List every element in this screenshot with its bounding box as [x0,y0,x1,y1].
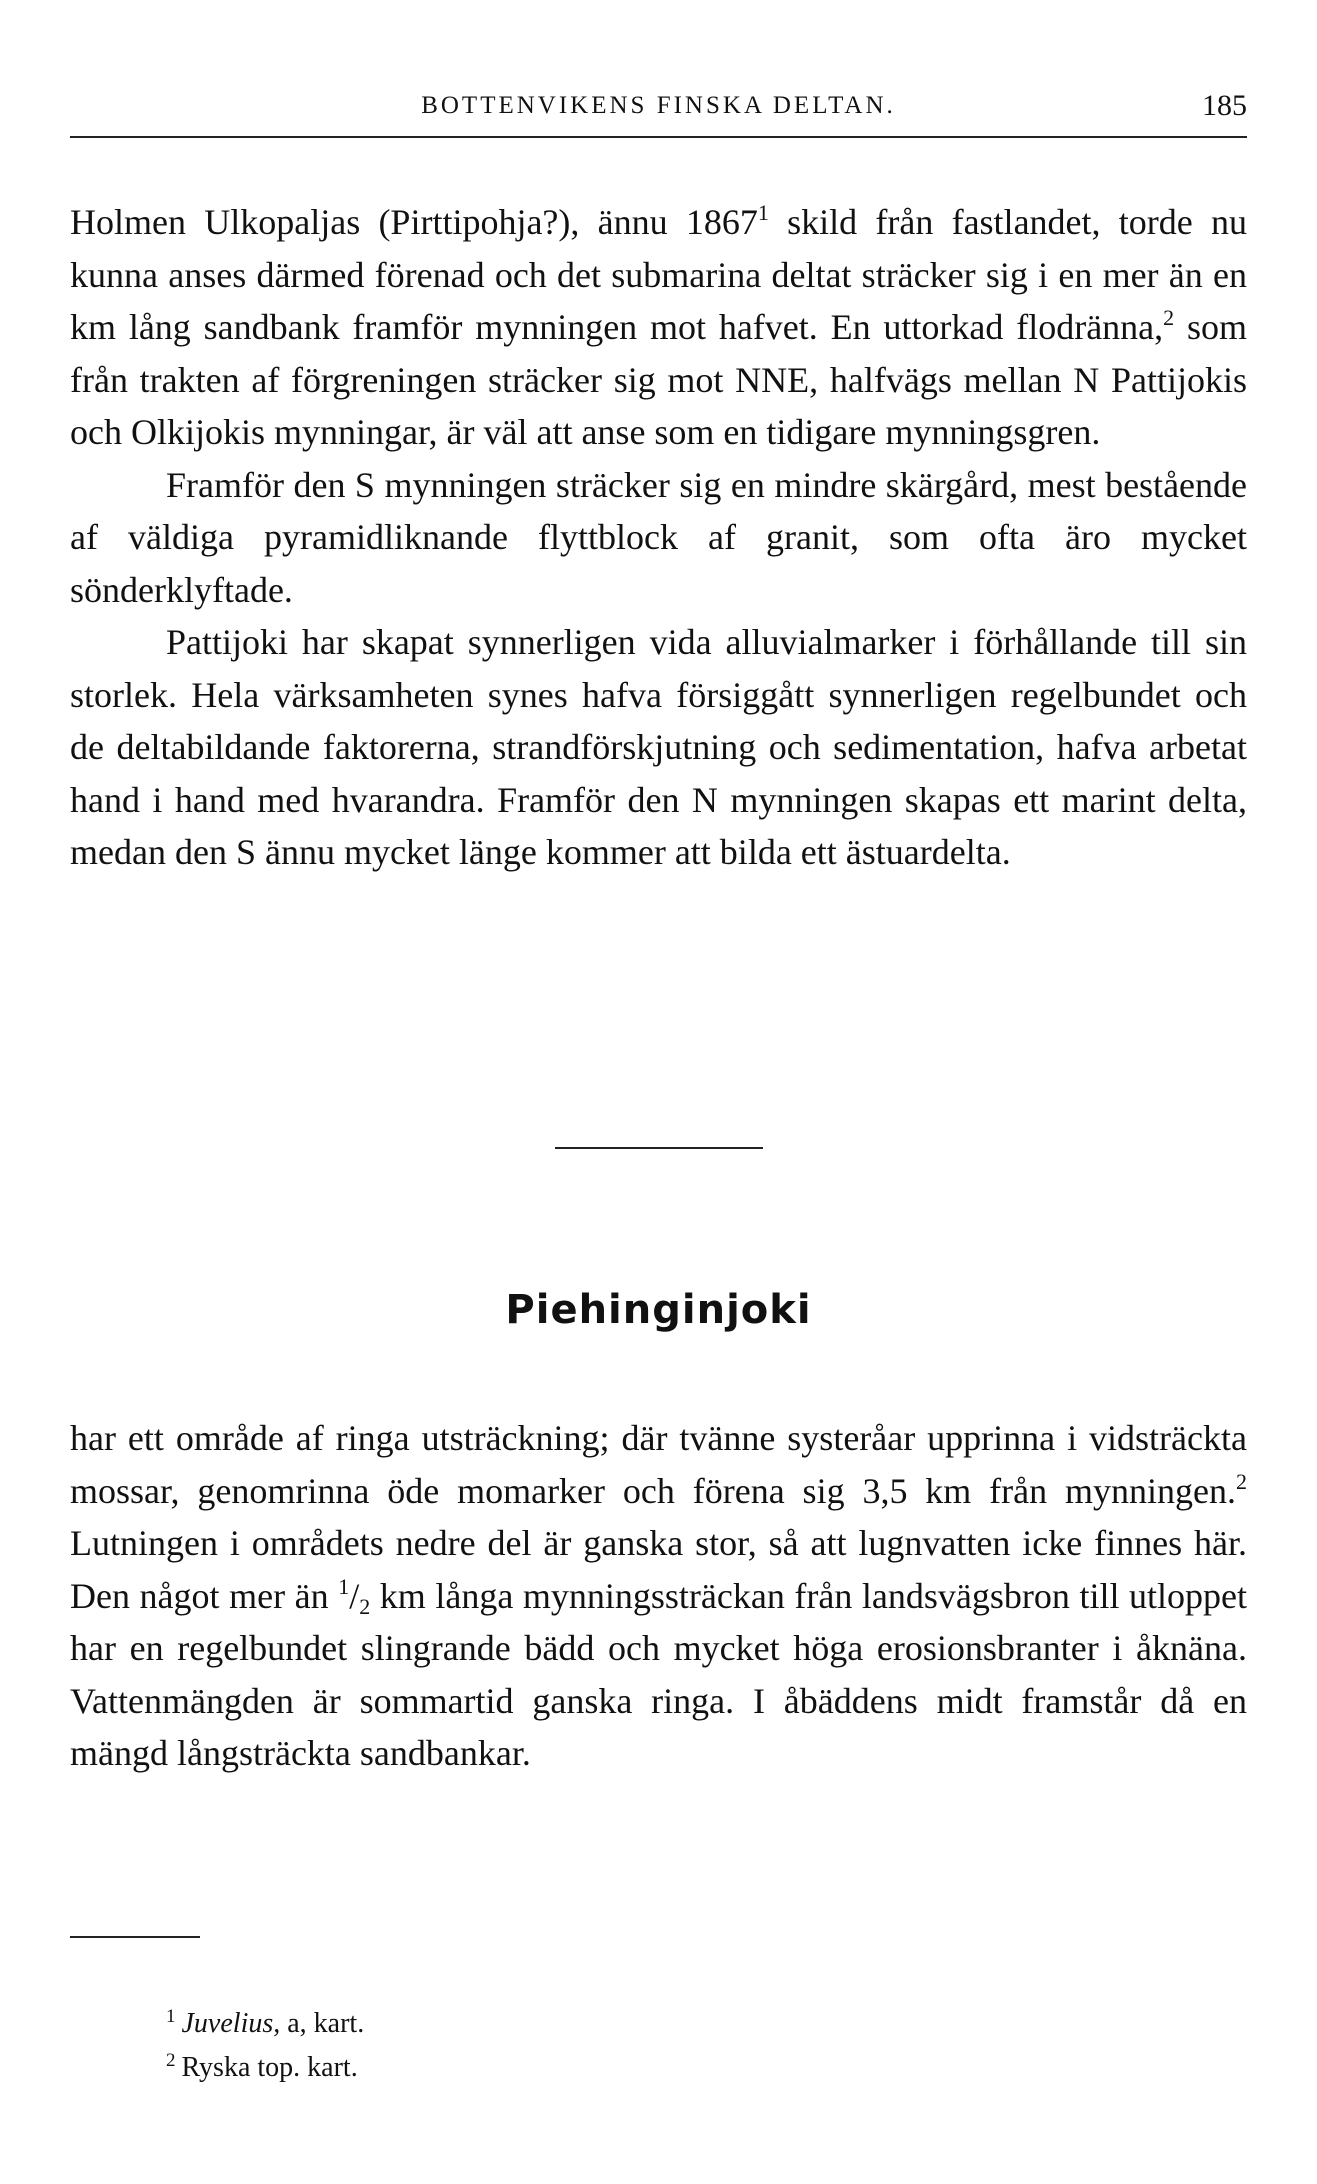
running-head [70,86,1247,126]
paragraph-1 [70,196,1247,459]
footnote-ref-1: 1 [757,200,769,225]
paragraph-4 [70,1412,1247,1780]
paragraph-2: Framför den S mynningen sträcker sig en mindre skärgård, mest bestående af väldiga pyramidliknande flyttblock af granit, som ofta äro mycket sönderklyftade. [70,464,1247,610]
header-rule [70,136,1247,138]
footnote-ref-3: 2 [1236,1468,1247,1494]
paragraph-3: Pattijoki har skapat synnerligen vida alluvialmarker i förhållande till sin storlek. Hela värksamheten synes hafva försiggått synnerligen regelbundet och de deltabildande faktorerna, strandförskjutning och sedimentation, hafva arbetat hand i hand med hvarandra. Framför den N mynningen skapas ett marint delta, medan den S ännu mycket länge kommer att bilda ett ästuardelta. [70,622,1247,872]
fraction-denominator: 2 [359,1593,371,1619]
footnotes [166,2002,1066,2090]
paragraph-4-text-c: km långa mynningssträckan från landsvägsbron till utloppet har en regelbundet slingrande bädd och mycket höga erosionsbranter i åknäna. Vattenmängden är sommartid ganska ringa. I åbäddens midt framstår då en mängd långsträckta sandbankar. [70,1575,1248,1773]
footnote-2-mark: 2 [166,2050,176,2071]
page-number: 185 [1202,89,1247,122]
piehinginjoki-text [70,1412,1247,1780]
paragraph-1-text-a: Holmen Ulkopaljas (Pirttipohja?), ännu 1867 [70,202,758,242]
footnote-2 [166,2046,1066,2090]
footnote-1-text: a, kart. [280,2008,365,2039]
paragraph-4-text-b: Lutningen i områdets nedre del är ganska stor, så att lugnvatten icke finnes här. Den något mer än [70,1523,1247,1616]
section-divider [555,1147,763,1149]
fraction-numerator: 1 [338,1573,350,1599]
paragraph-1-text-c: som från trakten af förgreningen sträcker sig mot NNE, halfvägs mellan N Pattijokis och Olkijokis mynningar, är väl att anse som en tidigare mynningsgren. [70,307,1247,452]
footnote-ref-2: 2 [1163,305,1175,330]
footnote-1-mark: 1 [166,2006,176,2027]
footnote-1 [166,2002,1066,2046]
pattijoki-text [70,196,1247,879]
footnote-rule [70,1936,200,1938]
paragraph-4-text-a: har ett område af ringa utsträckning; där tvänne systeråar upprinna i vidsträckta mossar, genomrinna öde momarker och förena sig 3,5 km från mynningen. [70,1418,1247,1511]
section-heading: Piehinginjoki [505,1287,812,1333]
paragraph-1-text-b: skild från fastlandet, torde nu kunna anses därmed förenad och det submarina deltat sträcker sig i en mer än en km lång sandbank framför mynningen mot hafvet. En uttorkad flodränna, [70,202,1247,347]
running-title: BOTTENVIKENS FINSKA DELTAN. [421,92,896,119]
footnote-1-source: Juvelius, [181,2008,281,2039]
footnote-2-text: Ryska top. kart. [181,2052,358,2083]
fraction-separator: / [349,1575,360,1616]
